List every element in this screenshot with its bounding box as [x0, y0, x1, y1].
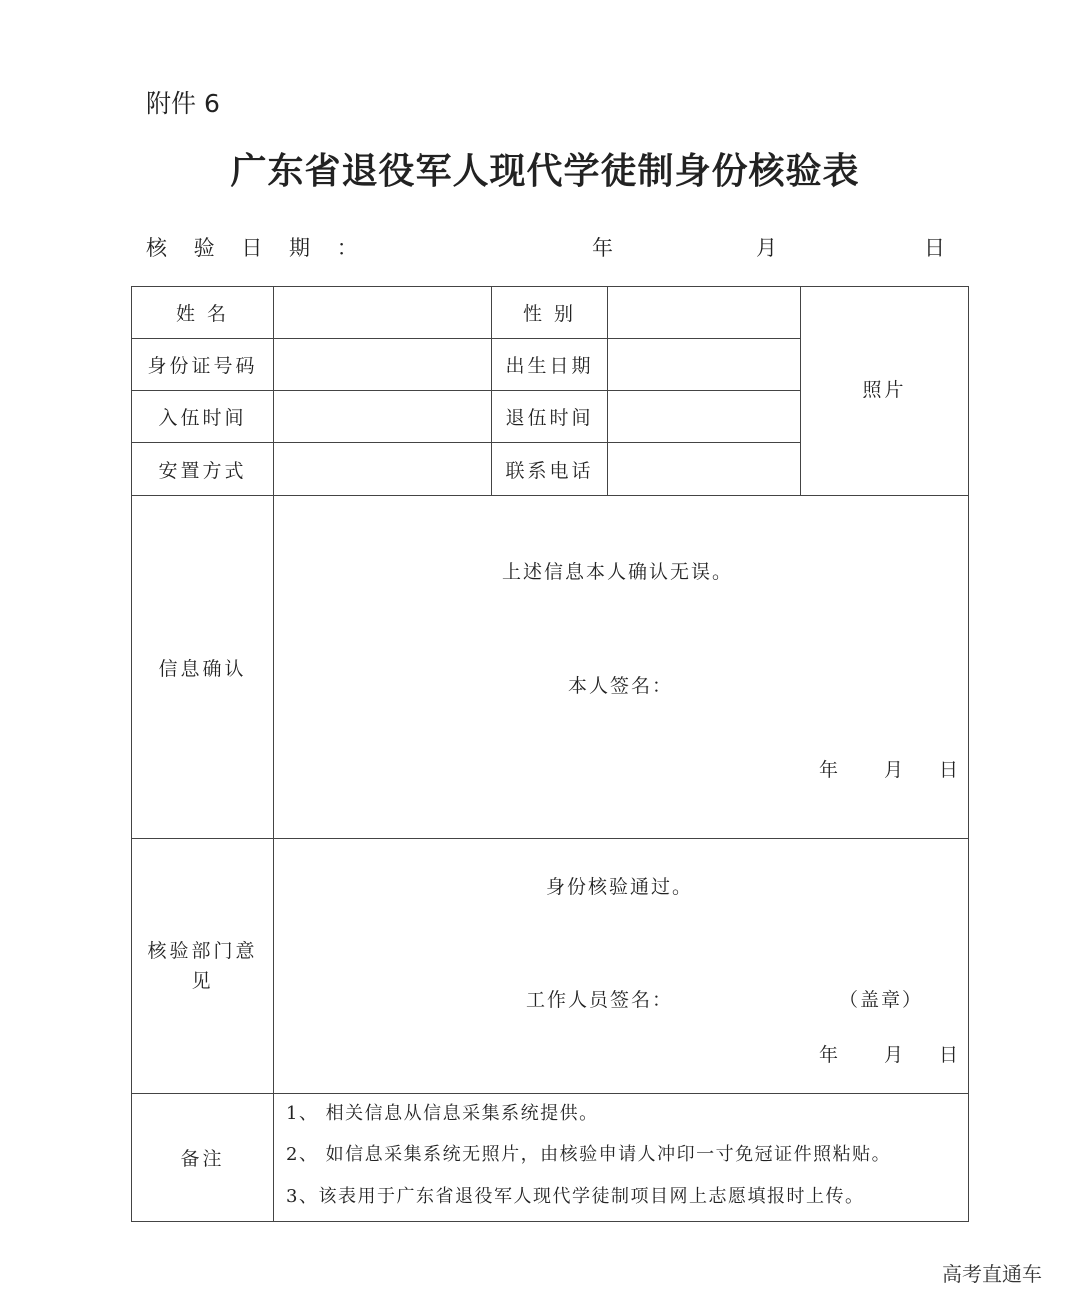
verify-cell[interactable]: [274, 839, 969, 1094]
remark-item: 1、 相关信息从信息采集系统提供。: [286, 1103, 599, 1124]
confirm-year: 年: [819, 759, 841, 781]
verify-statement: 身份核验通过。: [546, 876, 694, 898]
remarks-cell: [274, 1094, 969, 1222]
label-birth: 出生日期: [492, 339, 608, 391]
photo-box[interactable]: [801, 287, 969, 496]
confirm-cell[interactable]: [274, 496, 969, 839]
label-verify: [132, 839, 274, 1094]
photo-label: 照片: [862, 378, 907, 401]
confirm-statement: 上述信息本人确认无误。: [502, 561, 734, 583]
verification-form: [131, 286, 969, 1222]
confirm-signature: 本人签名：: [568, 675, 674, 697]
remark-item: 2、 如信息采集系统无照片，由核验申请人冲印一寸免冠证件照粘贴。: [286, 1144, 892, 1165]
confirm-month: 月: [884, 759, 906, 781]
label-confirm: 信息确认: [132, 496, 274, 839]
verify-label: 核验部门意见: [147, 940, 258, 992]
verify-signature: 工作人员签名：: [526, 989, 674, 1011]
label-name: 姓 名: [132, 287, 274, 339]
name-field[interactable]: [274, 287, 492, 339]
verify-seal: （盖章）: [839, 989, 924, 1011]
attachment-label: 附件 6: [146, 89, 220, 118]
label-phone: 联系电话: [492, 443, 608, 496]
enlist-field[interactable]: [274, 391, 492, 443]
remark-item: 3、该表用于广东省退役军人现代学徒制项目网上志愿填报时上传。: [286, 1186, 865, 1207]
discharge-field[interactable]: [608, 391, 801, 443]
label-discharge: 退伍时间: [492, 391, 608, 443]
date-day: 日: [924, 236, 945, 260]
label-gender: 性 别: [492, 287, 608, 339]
gender-field[interactable]: [608, 287, 801, 339]
phone-field[interactable]: [608, 443, 801, 496]
verify-year: 年: [819, 1044, 841, 1066]
verify-day: 日: [939, 1044, 961, 1066]
date-month: 月: [756, 236, 777, 260]
label-placement: 安置方式: [132, 443, 274, 496]
date-year: 年: [592, 236, 613, 260]
watermark: 高考直通车: [942, 1262, 1042, 1286]
label-remarks: 备注: [132, 1094, 274, 1222]
confirm-day: 日: [939, 759, 961, 781]
date-label: 核 验 日 期 ：: [146, 236, 368, 260]
label-id: 身份证号码: [132, 339, 274, 391]
placement-field[interactable]: [274, 443, 492, 496]
label-enlist: 入伍时间: [132, 391, 274, 443]
birth-field[interactable]: [608, 339, 801, 391]
page-title: 广东省退役军人现代学徒制身份核验表: [230, 151, 860, 192]
id-field[interactable]: [274, 339, 492, 391]
verify-month: 月: [884, 1044, 906, 1066]
